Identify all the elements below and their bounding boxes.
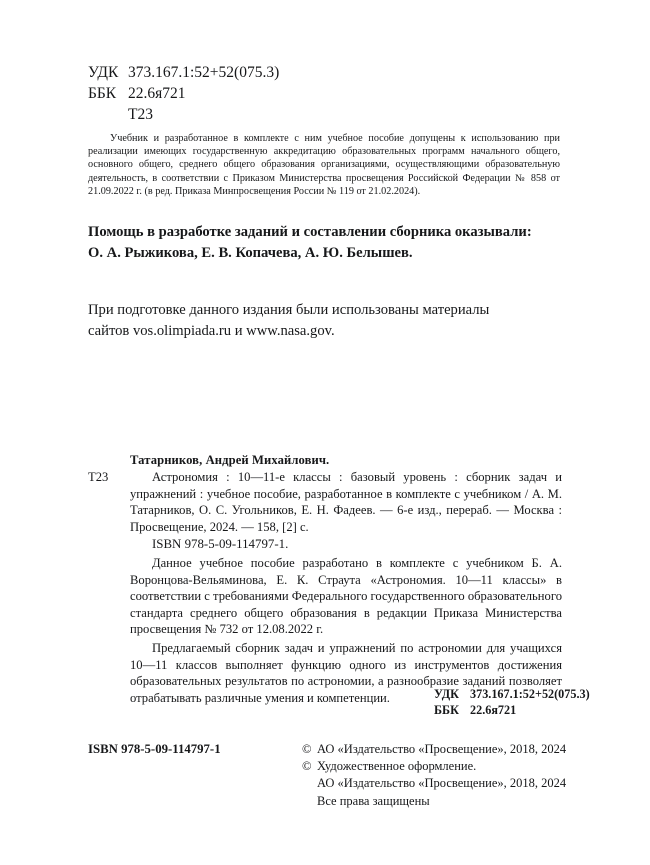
copyright-icon-1: ©: [302, 742, 312, 756]
copyright-line-2: [302, 758, 572, 775]
bbk-row-top: [88, 83, 279, 104]
copyright-text-3: АО «Издательство «Просвещение», 2018, 2024: [317, 776, 567, 791]
approval-note: Учебник и разработанное в комплекте с ним учебное пособие допущены к использованию при реализации имеющих государственную аккредитацию образовательных программ начального общего, основного общего, среднего общего образования организациями, осуществляющими образовательную деятельность, в соответствии с Приказом Министерства просвещения Российской Федерации № 858 от 21.09.2022 г. (в ред. Приказа Минпросвещения России № 119 от 21.02.2024).: [88, 133, 560, 197]
classification-codes-top: [88, 62, 279, 125]
record-entry-wrap: [88, 469, 562, 535]
sources-line-1: При подготовке данного издания были использованы материалы: [88, 302, 490, 318]
udk-row-top: [88, 62, 279, 83]
udk-row-bottom: [434, 686, 590, 702]
copyright-icon-2: ©: [302, 759, 312, 774]
record-note-2: Предлагаемый сборник задач и упражнений по астрономии для учащихся 10—11 классов выполняет функцию одного из инструментов достижения образовательных результатов по астрономии, а разнообразие заданий позволяет отрабатывать различные умения и компетенции.: [130, 641, 562, 705]
acknowledgement-line-1: Помощь в разработке заданий и составлении сборника оказывали:: [88, 224, 532, 240]
classification-codes-bottom: [434, 686, 590, 718]
sources-block: [88, 300, 562, 342]
bibliographic-record: [88, 452, 562, 706]
bbk-value-bottom: 22.6я721: [470, 703, 517, 717]
copyright-block: [302, 741, 572, 810]
udk-value-bottom: 373.167.1:52+52(075.3): [470, 687, 590, 701]
bbk-value-top: 22.6я721: [128, 85, 186, 102]
record-entry-text: Астрономия : 10—11-е классы : базовый уровень : сборник задач и упражнений : учебное пособие, разработанное в комплекте с учебником / А. М. Татарников, О. С. Угольников, Е. Н. Фадеев. — 6-е изд., перераб. — Москва : Просвещение, 2024. — 158, [2] с.: [130, 470, 562, 534]
udk-label-top: УДК: [88, 64, 119, 81]
record-author: Татарников, Андрей Михайлович.: [130, 453, 330, 467]
acknowledgement-block: [88, 222, 562, 264]
udk-value-top: 373.167.1:52+52(075.3): [128, 64, 280, 81]
copyright-line-1: [302, 741, 572, 758]
copyright-text-1: АО «Издательство «Просвещение», 2018, 2024: [317, 742, 567, 756]
record-isbn: ISBN 978-5-09-114797-1.: [152, 537, 289, 552]
footer-isbn: ISBN 978-5-09-114797-1: [88, 742, 221, 756]
bbk-label-bottom: ББК: [434, 703, 459, 717]
record-shelf-mark: Т23: [88, 470, 109, 485]
udk-label-bottom: УДК: [434, 687, 459, 701]
copyright-text-4: Все права защищены: [317, 793, 430, 808]
acknowledgement-line-2: О. А. Рыжикова, Е. В. Копачева, А. Ю. Белышев.: [88, 245, 413, 261]
bbk-row-bottom: [434, 702, 590, 718]
bbk-label-top: ББК: [88, 85, 117, 102]
copyright-text-2: Художественное оформление.: [317, 759, 477, 774]
shelf-mark-top: Т23: [128, 106, 153, 123]
sources-line-2: сайтов vos.olimpiada.ru и www.nasa.gov.: [88, 323, 335, 339]
record-note-1: Данное учебное пособие разработано в комплекте с учебником Б. А. Воронцова-Вельяминова, Е. К. Страута «Астрономия. 10—11 классы» в соответствии с требованиями Федерального государственного образовательного стандарта среднего общего образования в редакции Приказа Министерства просвещения № 732 от 12.08.2022 г.: [130, 556, 562, 637]
